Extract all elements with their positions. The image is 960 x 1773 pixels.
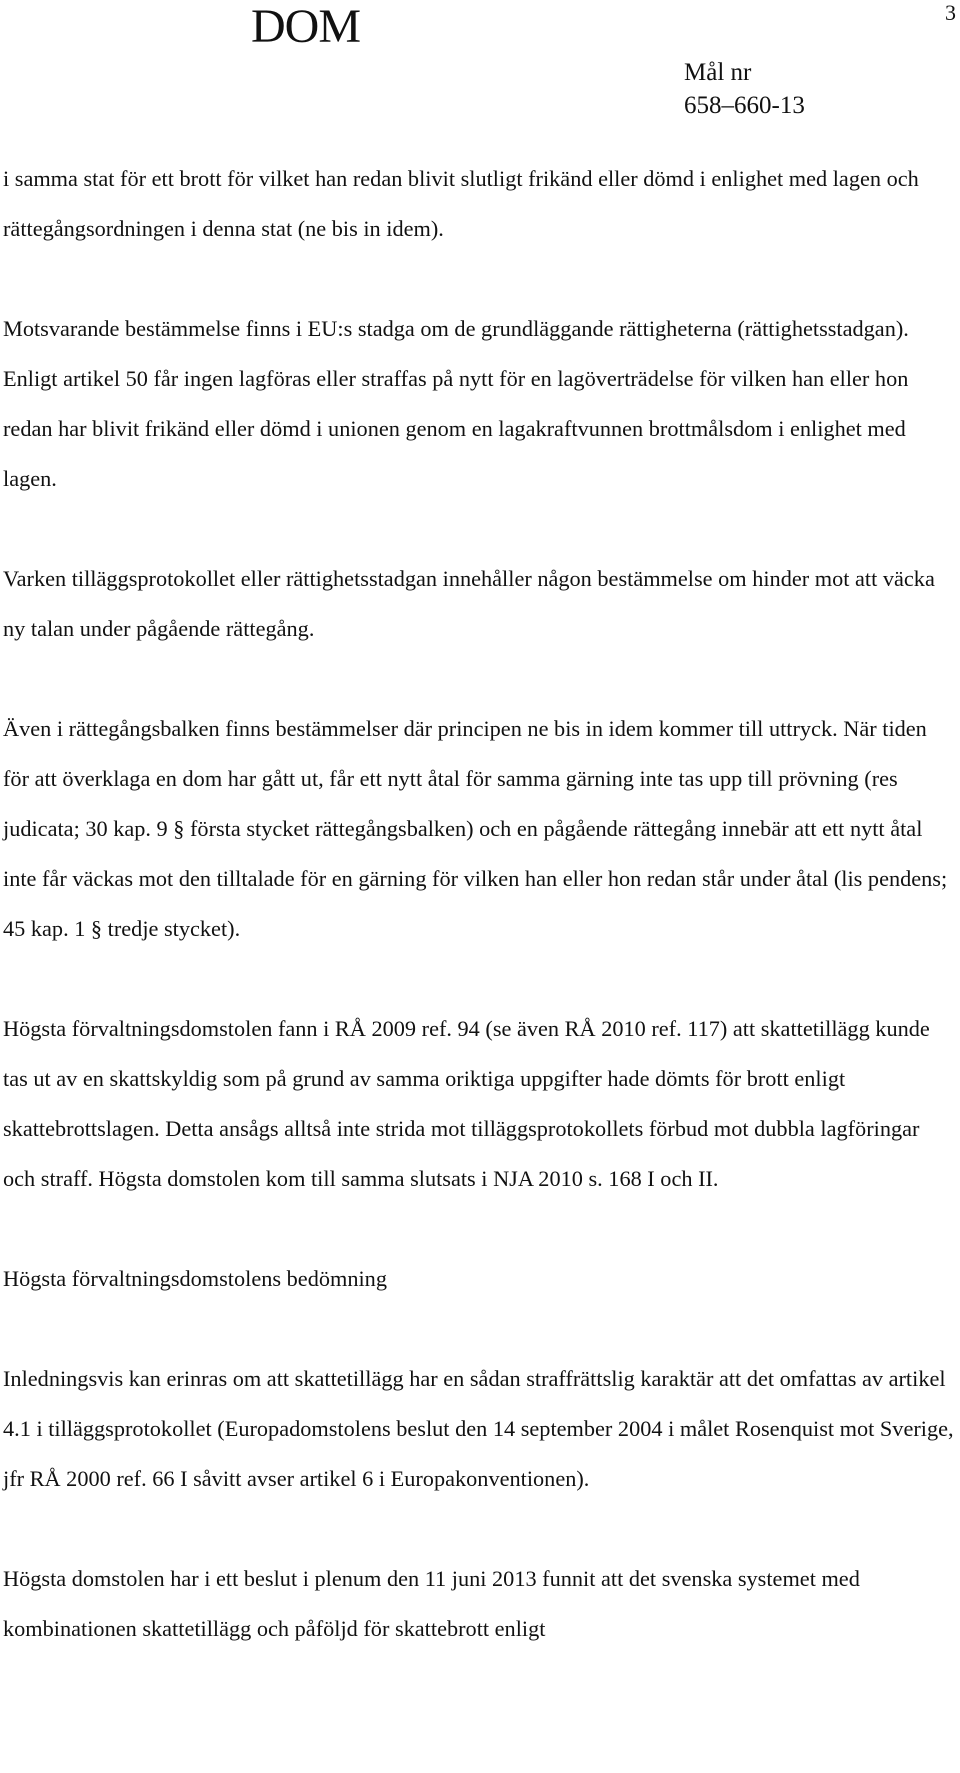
document-type-title: DOM xyxy=(251,0,361,53)
case-label: Mål nr xyxy=(684,59,752,86)
paragraph: i samma stat för ett brott för vilket han redan blivit slutligt frikänd eller dömd i enlighet med lagen och rättegångsordningen i denna stat (ne bis in idem). xyxy=(3,166,919,241)
page-number: 3 xyxy=(945,0,956,25)
document-body xyxy=(3,154,955,1654)
paragraph: Motsvarande bestämmelse finns i EU:s stadga om de grundläggande rättigheterna (rättighetsstadgan). Enligt artikel 50 får ingen lagföras eller straffas på nytt för en lagöverträdelse för vilken han eller hon redan har blivit frikänd eller dömd i unionen genom en lagakraftvunnen brottmålsdom i enlighet med lagen. xyxy=(3,316,909,491)
paragraph: Varken tilläggsprotokollet eller rättighetsstadgan innehåller någon bestämmelse om hinder mot att väcka ny talan under pågående rättegång. xyxy=(3,566,935,641)
section-heading: Högsta förvaltningsdomstolens bedömning xyxy=(3,1266,387,1291)
paragraph: Även i rättegångsbalken finns bestämmelser där principen ne bis in idem kommer till uttryck. När tiden för att överklaga en dom har gått ut, får ett nytt åtal för samma gärning inte tas upp till prövning (res judicata; 30 kap. 9 § första stycket rättegångsbalken) och en pågående rättegång innebär att ett nytt åtal inte får väckas mot den tilltalade för en gärning för vilken han eller hon redan står under åtal (lis pendens; 45 kap. 1 § tredje stycket). xyxy=(3,716,948,941)
paragraph: Högsta domstolen har i ett beslut i plenum den 11 juni 2013 funnit att det svenska systemet med kombinationen skattetillägg och påföljd för skattebrott enligt xyxy=(3,1566,860,1641)
case-number-block xyxy=(684,56,805,122)
paragraph: Högsta förvaltningsdomstolen fann i RÅ 2009 ref. 94 (se även RÅ 2010 ref. 117) att skattetillägg kunde tas ut av en skattskyldig som på grund av samma oriktiga uppgifter hade dömts för brott enligt skattebrottslagen. Detta ansågs alltså inte strida mot tilläggsprotokollets förbud mot dubbla lagföringar och straff. Högsta domstolen kom till samma slutsats i NJA 2010 s. 168 I och II. xyxy=(3,1016,930,1191)
case-number: 658–660-13 xyxy=(684,92,805,119)
paragraph: Inledningsvis kan erinras om att skattetillägg har en sådan straffrättslig karaktär att det omfattas av artikel 4.1 i tilläggsprotokollet (Europadomstolens beslut den 14 september 2004 i målet Rosenquist mot Sverige, jfr RÅ 2000 ref. 66 I såvitt avser artikel 6 i Europakonventionen). xyxy=(3,1366,954,1491)
